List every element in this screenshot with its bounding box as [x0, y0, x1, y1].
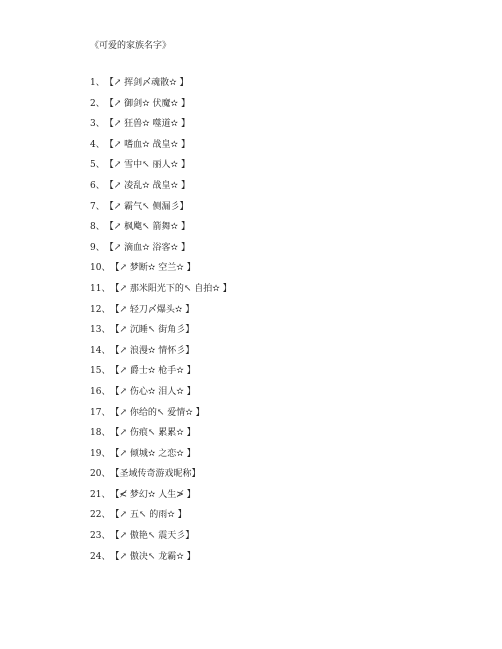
item-text: 【↗ 五↖ 的雨✫ 】: [110, 510, 187, 521]
item-number: 14、: [90, 345, 111, 356]
list-item: [90, 551, 232, 572]
list-item: [90, 427, 232, 448]
item-text: 【↗ 狂兽✫ 噬道✫ 】: [104, 119, 190, 130]
name-list: [90, 77, 232, 571]
list-item: [90, 118, 232, 139]
item-text: 【↗ 傲决↖ 龙霸✫ 】: [110, 551, 196, 562]
list-item: [90, 304, 232, 325]
item-number: 12、: [90, 304, 111, 315]
item-number: 6、: [90, 180, 105, 191]
item-text: 【↗ 那米阳光下的↖ 自拍✫ 】: [110, 283, 232, 294]
item-number: 24、: [90, 551, 111, 562]
item-text: 【↗ 沉睡↖ 街角彡】: [110, 325, 195, 336]
list-item: [90, 242, 232, 263]
item-number: 4、: [90, 139, 105, 150]
list-item: [90, 448, 232, 469]
item-number: 20、: [90, 469, 111, 480]
list-item: [90, 468, 232, 489]
item-number: 9、: [90, 242, 105, 253]
item-text: 【↗ 伤心✫ 泪人✫ 】: [110, 386, 196, 397]
item-text: 【↗ 伤痕↖ 累累✫ 】: [110, 428, 196, 439]
item-number: 16、: [90, 386, 111, 397]
list-item: [90, 386, 232, 407]
item-number: 19、: [90, 448, 111, 459]
list-item: [90, 180, 232, 201]
list-item: [90, 283, 232, 304]
item-number: 3、: [90, 119, 105, 130]
item-number: 23、: [90, 531, 111, 542]
list-item: [90, 530, 232, 551]
item-text: 【↗ 梦断✫ 空兰✫ 】: [110, 263, 196, 274]
item-number: 5、: [90, 160, 105, 171]
item-text: 【↗ 霸气↖ 侧漏彡】: [104, 201, 189, 212]
list-item: [90, 77, 232, 98]
item-number: 21、: [90, 489, 111, 500]
item-text: 【≮ 梦幻✫ 人生≯ 】: [110, 489, 196, 500]
item-text: 【↗ 你给的↖ 爱情✫ 】: [110, 407, 205, 418]
item-text: 【↗ 御剑✫ 伏魔✫ 】: [104, 98, 190, 109]
list-item: [90, 324, 232, 345]
list-item: [90, 407, 232, 428]
item-number: 18、: [90, 428, 111, 439]
item-number: 2、: [90, 98, 105, 109]
list-item: [90, 98, 232, 119]
list-item: [90, 262, 232, 283]
item-number: 7、: [90, 201, 105, 212]
item-text: 【↗ 倾城✫ 之恋✫ 】: [110, 448, 196, 459]
item-text: 【↗ 傲艳↖ 震天彡】: [110, 531, 195, 542]
item-text: 【↗ 凌乱✫ 战皇✫ 】: [104, 180, 190, 191]
list-item: [90, 139, 232, 160]
item-number: 8、: [90, 222, 105, 233]
item-number: 1、: [90, 78, 105, 88]
item-number: 17、: [90, 407, 111, 418]
list-item: [90, 345, 232, 366]
item-text: 【↗ 浪漫✫ 情怀彡】: [110, 345, 195, 356]
item-text: 【↗ 滴血✫ 浴客✫ 】: [104, 242, 190, 253]
item-number: 22、: [90, 510, 111, 521]
list-item: [90, 221, 232, 242]
item-text: 【↗ 嗜血✫ 战皇✫ 】: [104, 139, 190, 150]
item-text: 【↗ 枫飑↖ 箭舞✫ 】: [104, 222, 190, 233]
item-text: 【↗ 轻刀〆爆头✫ 】: [110, 304, 195, 315]
item-text: 【↗ 爵士✫ 枪手✫ 】: [110, 366, 196, 377]
item-text: 【↗ 挥剑〆魂散✫ 】: [104, 78, 189, 88]
list-item: [90, 159, 232, 180]
document-title: 《可爱的家族名字》: [90, 41, 172, 51]
item-text: 【↗ 雪中↖ 丽人✫ 】: [104, 160, 190, 171]
item-number: 15、: [90, 366, 111, 377]
item-number: 10、: [90, 263, 111, 274]
item-text: 【圣域传奇游戏昵称】: [110, 469, 201, 480]
list-item: [90, 509, 232, 530]
list-item: [90, 201, 232, 222]
list-item: [90, 489, 232, 510]
item-number: 11、: [90, 283, 111, 294]
item-number: 13、: [90, 325, 111, 336]
list-item: [90, 365, 232, 386]
